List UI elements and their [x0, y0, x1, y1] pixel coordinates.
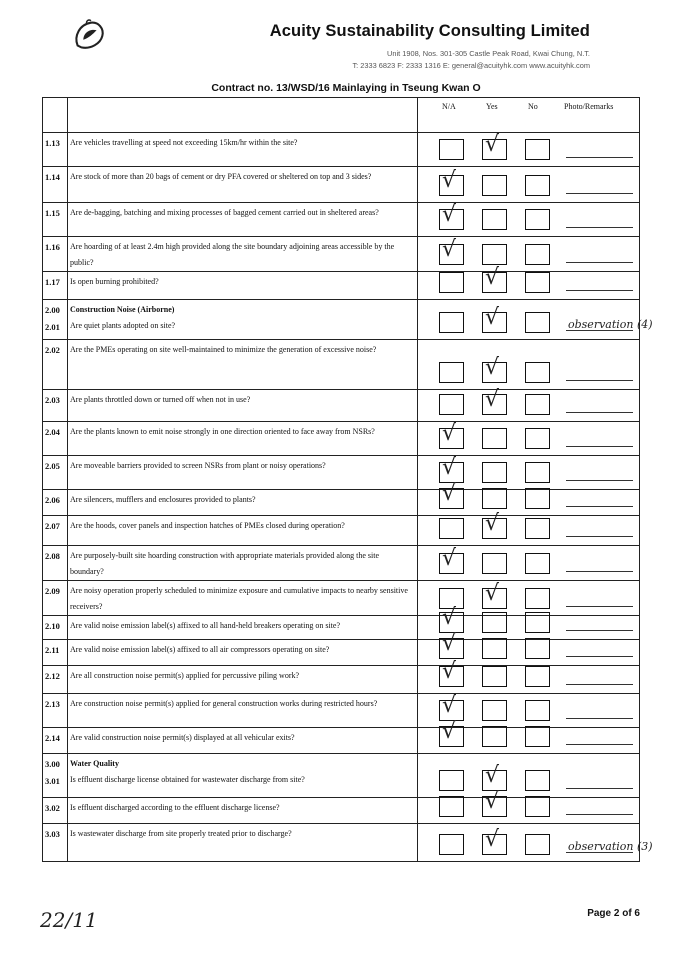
- table-row: [43, 167, 640, 203]
- checkbox-yes[interactable]: [482, 462, 507, 483]
- checkbox-yes[interactable]: [482, 789, 507, 817]
- checkmark-icon: √: [485, 763, 500, 788]
- status-cell: [418, 265, 640, 300]
- table-row: [43, 237, 640, 272]
- checkbox-na[interactable]: [439, 518, 464, 539]
- table-row: [43, 694, 640, 728]
- table-row: [43, 490, 640, 516]
- status-cell: [418, 203, 640, 237]
- question-cell: [68, 616, 418, 640]
- checkbox-yes[interactable]: [482, 265, 507, 293]
- status-cell: [418, 300, 653, 340]
- question-cell: [68, 133, 418, 167]
- checkbox-no[interactable]: [525, 244, 550, 265]
- status-cell: [418, 133, 640, 167]
- item-number: [43, 754, 68, 798]
- question-text: Are quiet plants adopted on site?: [70, 321, 176, 330]
- item-number-text: 2.10: [45, 621, 60, 631]
- item-number-text: 2.06: [45, 495, 60, 505]
- checkbox-na[interactable]: [439, 659, 464, 687]
- question-cell: [68, 666, 418, 694]
- checkmark-icon: √: [442, 693, 457, 718]
- checkbox-na[interactable]: [439, 605, 464, 633]
- question-cell: [68, 546, 418, 581]
- checkbox-na[interactable]: [439, 139, 464, 160]
- item-number-text: 3.00: [45, 759, 60, 769]
- table-row: [43, 456, 640, 490]
- checkbox-yes[interactable]: [482, 175, 507, 196]
- item-number-text: 2.12: [45, 671, 60, 681]
- remark-line[interactable]: [566, 248, 633, 263]
- remark-line[interactable]: [566, 522, 633, 537]
- question-text: Are de-bagging, batching and mixing processes of bagged cement carried out in sheltered areas?: [70, 208, 379, 217]
- remark-line[interactable]: [566, 179, 633, 194]
- question-cell: [68, 272, 418, 300]
- item-number-text: 1.17: [45, 277, 60, 287]
- table-row: [43, 616, 640, 640]
- checkbox-no[interactable]: [525, 726, 550, 747]
- remark-line[interactable]: [566, 642, 633, 657]
- checkbox-no[interactable]: [525, 394, 550, 415]
- checkbox-no[interactable]: [525, 553, 550, 574]
- question-text: Are the hoods, cover panels and inspection hatches of PMEs closed during operation?: [70, 521, 345, 530]
- checkbox-na[interactable]: [439, 631, 464, 659]
- remark-line[interactable]: [566, 398, 633, 413]
- checkbox-no[interactable]: [525, 488, 550, 509]
- checkmark-icon: √: [485, 581, 500, 606]
- item-number-text: 2.03: [45, 395, 60, 405]
- item-number: [43, 300, 68, 340]
- checkbox-no[interactable]: [525, 462, 550, 483]
- checkbox-yes[interactable]: [482, 726, 507, 747]
- remark-line[interactable]: [566, 492, 633, 507]
- remark-line[interactable]: [566, 143, 633, 158]
- page-number: Page 2 of 6: [587, 908, 640, 919]
- item-number: [43, 422, 68, 456]
- item-number: [43, 616, 68, 640]
- checkbox-yes[interactable]: [482, 305, 507, 333]
- checkmark-icon: √: [442, 202, 457, 227]
- checkbox-yes[interactable]: [482, 244, 507, 265]
- item-number: [43, 516, 68, 546]
- item-number-text: 1.13: [45, 138, 60, 148]
- checkbox-no[interactable]: [525, 518, 550, 539]
- table-row: [43, 300, 640, 340]
- checkbox-no[interactable]: [525, 666, 550, 687]
- status-cell: [418, 340, 640, 390]
- question-cell: [68, 516, 418, 546]
- checkbox-yes[interactable]: [482, 209, 507, 230]
- checkbox-na[interactable]: [439, 394, 464, 415]
- table-row: [43, 390, 640, 422]
- checkbox-no[interactable]: [525, 834, 550, 855]
- col-remarks-label: Photo/Remarks: [564, 102, 614, 111]
- status-cell: [418, 546, 640, 581]
- question-cell: [68, 456, 418, 490]
- checkmark-icon: √: [485, 827, 500, 852]
- remark-line[interactable]: [566, 316, 653, 331]
- contract-title: Contract no. 13/WSD/16 Mainlaying in Tseung Kwan O: [211, 82, 481, 94]
- item-number: [43, 666, 68, 694]
- section-heading: Water Quality: [70, 759, 119, 768]
- question-text: Are hoarding of at least 2.4m high provided along the site boundary adjoining areas accessible by the public?: [70, 242, 395, 267]
- checkmark-icon: √: [442, 455, 457, 480]
- item-number-text: 2.11: [45, 645, 60, 655]
- item-number: [43, 340, 68, 390]
- item-number-text: 2.00: [45, 305, 60, 315]
- question-text: Are all construction noise permit(s) applied for percussive piling work?: [70, 671, 300, 680]
- checkbox-yes[interactable]: [482, 638, 507, 659]
- checkmark-icon: √: [442, 421, 457, 446]
- checkbox-na[interactable]: [439, 719, 464, 747]
- checkmark-icon: √: [485, 511, 500, 536]
- item-number: [43, 728, 68, 754]
- item-number-text: 3.02: [45, 803, 60, 813]
- table-row: [43, 516, 640, 546]
- table-row: [43, 824, 640, 862]
- checkbox-na[interactable]: [439, 421, 464, 449]
- item-number: [43, 824, 68, 862]
- question-text: Are vehicles travelling at speed not exceeding 15km/hr within the site?: [70, 138, 298, 147]
- item-number: [43, 237, 68, 272]
- checkbox-na[interactable]: [439, 237, 464, 265]
- remark-line[interactable]: [566, 432, 633, 447]
- checkbox-no[interactable]: [525, 588, 550, 609]
- status-cell: [418, 481, 640, 516]
- item-number-text: 1.16: [45, 242, 60, 252]
- status-cell: [418, 754, 640, 798]
- question-cell: [68, 640, 418, 666]
- status-cell: [418, 719, 640, 754]
- question-text: Are purposely-built site hoarding construction with appropriate materials provided along the site boundary?: [70, 551, 380, 576]
- checkmark-icon: √: [485, 355, 500, 380]
- remark-line[interactable]: [566, 730, 633, 745]
- question-text: Are valid noise emission label(s) affixed to all air compressors operating on site?: [70, 645, 330, 654]
- item-number: [43, 798, 68, 824]
- table-row: [43, 422, 640, 456]
- handwritten-signature: 22/11: [40, 908, 98, 932]
- checkbox-na[interactable]: [439, 796, 464, 817]
- item-number-text: 2.05: [45, 461, 60, 471]
- company-logo-icon: [70, 16, 108, 56]
- item-number-text: 2.13: [45, 699, 60, 709]
- checkbox-yes[interactable]: [482, 666, 507, 687]
- checkbox-yes[interactable]: [482, 581, 507, 609]
- status-cell: [418, 237, 640, 272]
- table-row: [43, 581, 640, 616]
- remark-line[interactable]: [566, 670, 633, 685]
- checkbox-yes[interactable]: [482, 511, 507, 539]
- checkbox-yes[interactable]: [482, 553, 507, 574]
- checkbox-no[interactable]: [525, 312, 550, 333]
- checkmark-icon: √: [442, 631, 457, 656]
- remark-line[interactable]: [566, 557, 633, 572]
- header-question-cell: [68, 98, 418, 133]
- checkmark-icon: √: [485, 305, 500, 330]
- checkbox-no[interactable]: [525, 209, 550, 230]
- question-text: Are valid construction noise permit(s) displayed at all vehicular exits?: [70, 733, 295, 742]
- question-text: Are plants throttled down or turned off when not in use?: [70, 395, 251, 404]
- item-number-text: 3.03: [45, 829, 60, 839]
- question-text: Are stock of more than 20 bags of cement or dry PFA covered or sheltered on top and 3 sides?: [70, 172, 372, 181]
- checkbox-na[interactable]: [439, 693, 464, 721]
- col-yes-label: Yes: [486, 102, 498, 111]
- checkbox-na[interactable]: [439, 202, 464, 230]
- section-heading: Construction Noise (Airborne): [70, 305, 175, 314]
- question-cell: [68, 728, 418, 754]
- checkbox-yes[interactable]: [482, 763, 507, 791]
- table-row: [43, 203, 640, 237]
- checkbox-na[interactable]: [439, 272, 464, 293]
- status-cell: [418, 167, 640, 203]
- question-text: Is effluent discharge license obtained for wastewater discharge from site?: [70, 775, 305, 784]
- remark-line[interactable]: [566, 800, 633, 815]
- checkbox-yes[interactable]: [482, 387, 507, 415]
- checkbox-no[interactable]: [525, 612, 550, 633]
- item-number: [43, 640, 68, 666]
- item-number: [43, 490, 68, 516]
- remark-line[interactable]: [566, 366, 633, 381]
- item-number-text: 2.02: [45, 345, 60, 355]
- remark-line[interactable]: [566, 592, 633, 607]
- question-cell: [68, 824, 418, 862]
- checkbox-no[interactable]: [525, 796, 550, 817]
- checkbox-no[interactable]: [525, 770, 550, 791]
- company-address: [352, 48, 590, 72]
- remark-line[interactable]: [566, 616, 633, 631]
- checkbox-yes[interactable]: [482, 612, 507, 633]
- question-cell: [68, 237, 418, 272]
- item-subnumber-text: 3.01: [45, 776, 60, 786]
- checkbox-yes[interactable]: [482, 488, 507, 509]
- checkbox-na[interactable]: [439, 362, 464, 383]
- item-number-text: 2.08: [45, 551, 60, 561]
- question-cell: [68, 422, 418, 456]
- question-cell: [68, 390, 418, 422]
- item-number: [43, 456, 68, 490]
- status-cell: [418, 824, 653, 862]
- checkbox-na[interactable]: [439, 770, 464, 791]
- item-number-text: 1.15: [45, 208, 60, 218]
- item-number-text: 2.04: [45, 427, 60, 437]
- question-cell: [68, 490, 418, 516]
- item-number: [43, 272, 68, 300]
- question-text: Is open burning prohibited?: [70, 277, 159, 286]
- checkbox-no[interactable]: [525, 700, 550, 721]
- remark-line[interactable]: [566, 838, 653, 853]
- col-no-label: No: [528, 102, 538, 111]
- question-text: Is wastewater discharge from site properly treated prior to discharge?: [70, 829, 292, 838]
- checkbox-no[interactable]: [525, 139, 550, 160]
- address-line-1: Unit 1908, Nos. 301-305 Castle Peak Road, Kwai Chung, N.T.: [387, 49, 590, 58]
- question-cell: [68, 300, 418, 340]
- checkmark-icon: √: [442, 481, 457, 506]
- checkbox-no[interactable]: [525, 272, 550, 293]
- table-row: [43, 640, 640, 666]
- table-row: [43, 133, 640, 167]
- header-status-cell: [418, 98, 640, 133]
- remark-line[interactable]: [566, 466, 633, 481]
- status-cell: [418, 789, 640, 824]
- question-text: Are moveable barriers provided to screen NSRs from plant or noisy operations?: [70, 461, 326, 470]
- item-subnumber-text: 2.01: [45, 322, 60, 332]
- item-number: [43, 203, 68, 237]
- table-row: [43, 546, 640, 581]
- table-row: [43, 272, 640, 300]
- remark-text: observation (4): [568, 318, 653, 331]
- item-number: [43, 390, 68, 422]
- checkmark-icon: √: [485, 387, 500, 412]
- table-row: [43, 728, 640, 754]
- item-number: [43, 546, 68, 581]
- question-cell: [68, 581, 418, 616]
- item-number-text: 2.07: [45, 521, 60, 531]
- item-number-text: 2.09: [45, 586, 60, 596]
- question-text: Is effluent discharged according to the effluent discharge license?: [70, 803, 280, 812]
- checkmark-icon: √: [442, 605, 457, 630]
- checklist-table: [42, 97, 653, 862]
- status-cell: [418, 659, 640, 694]
- checkmark-icon: √: [485, 789, 500, 814]
- question-text: Are construction noise permit(s) applied for general construction works during restricted hours?: [70, 699, 378, 708]
- item-number: [43, 133, 68, 167]
- checkbox-no[interactable]: [525, 638, 550, 659]
- checkmark-icon: √: [442, 719, 457, 744]
- checkbox-na[interactable]: [439, 481, 464, 509]
- checkbox-no[interactable]: [525, 175, 550, 196]
- checkbox-no[interactable]: [525, 362, 550, 383]
- table-header-row: [43, 98, 640, 133]
- remark-line[interactable]: [566, 704, 633, 719]
- checkbox-na[interactable]: [439, 168, 464, 196]
- question-cell: [68, 203, 418, 237]
- question-cell: [68, 754, 418, 798]
- question-cell: [68, 340, 418, 390]
- company-name: Acuity Sustainability Consulting Limited: [269, 22, 590, 40]
- checkbox-na[interactable]: [439, 455, 464, 483]
- checkmark-icon: √: [442, 237, 457, 262]
- remark-line[interactable]: [566, 774, 633, 789]
- checkbox-na[interactable]: [439, 546, 464, 574]
- col-na-label: N/A: [442, 102, 456, 111]
- checkbox-yes[interactable]: [482, 132, 507, 160]
- table-row: [43, 754, 640, 798]
- item-number: [43, 581, 68, 616]
- question-cell: [68, 694, 418, 728]
- checkmark-icon: √: [485, 265, 500, 290]
- table-row: [43, 340, 640, 390]
- question-text: Are the PMEs operating on site well-maintained to minimize the generation of excessive noise?: [70, 345, 377, 354]
- checkbox-no[interactable]: [525, 428, 550, 449]
- question-text: Are the plants known to emit noise strongly in one direction oriented to face away from NSRs?: [70, 427, 375, 436]
- remark-text: observation (3): [568, 840, 653, 853]
- remark-line[interactable]: [566, 276, 633, 291]
- status-cell: [418, 422, 640, 456]
- table-row: [43, 798, 640, 824]
- status-cell: [418, 387, 640, 422]
- remark-line[interactable]: [566, 213, 633, 228]
- checkbox-yes[interactable]: [482, 355, 507, 383]
- item-number: [43, 167, 68, 203]
- item-number-text: 2.14: [45, 733, 60, 743]
- checkmark-icon: √: [442, 168, 457, 193]
- checkbox-yes[interactable]: [482, 428, 507, 449]
- status-cell: [418, 511, 640, 546]
- checkbox-yes[interactable]: [482, 700, 507, 721]
- question-cell: [68, 798, 418, 824]
- checkmark-icon: √: [442, 659, 457, 684]
- question-text: Are valid noise emission label(s) affixed to all hand-held breakers operating on site?: [70, 621, 340, 630]
- checkbox-na[interactable]: [439, 834, 464, 855]
- address-line-2: T: 2333 6823 F: 2333 1316 E: general@acuityhk.com www.acuityhk.com: [352, 61, 590, 70]
- question-text: Are silencers, mufflers and enclosures provided to plants?: [70, 495, 256, 504]
- item-number: [43, 694, 68, 728]
- question-text: Are noisy operation properly scheduled to minimize exposure and cumulative impacts to nearby sensitive receivers?: [70, 586, 408, 611]
- table-row: [43, 666, 640, 694]
- question-cell: [68, 167, 418, 203]
- checkmark-icon: √: [485, 132, 500, 157]
- header-num-cell: [43, 98, 68, 133]
- item-number-text: 1.14: [45, 172, 60, 182]
- checkbox-yes[interactable]: [482, 827, 507, 855]
- checkbox-na[interactable]: [439, 312, 464, 333]
- checkmark-icon: √: [442, 546, 457, 571]
